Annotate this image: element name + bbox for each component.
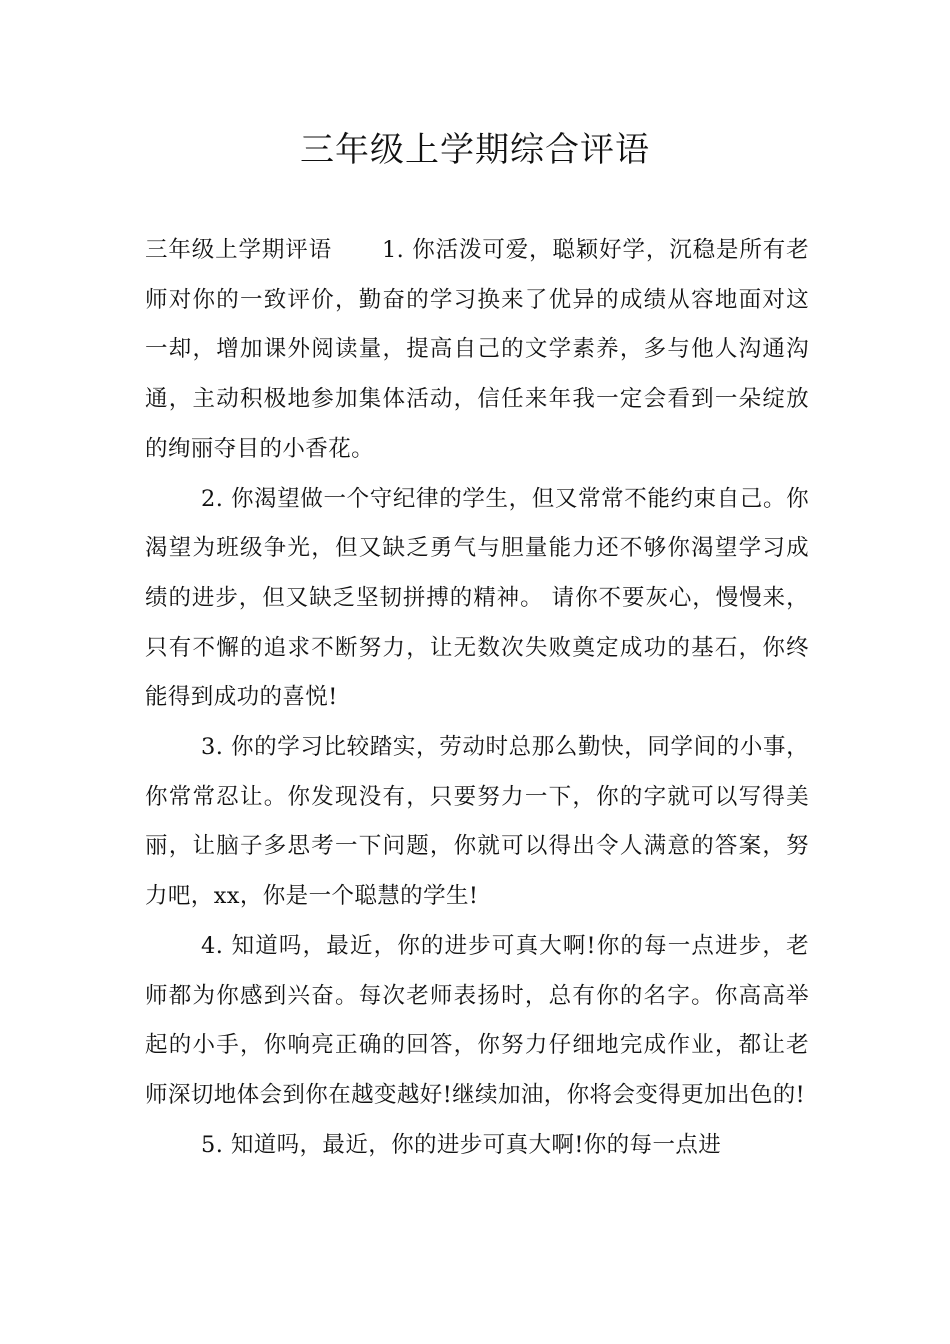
paragraph-4: 4. 知道吗，最近，你的进步可真大啊!你的每一点进步，老师都为你感到兴奋。每次老师表扬时，总有你的名字。你高高举起的小手，你响亮正确的回答，你努力仔细地完成作业，都让老师深切地体会到你在越变越好!继续加油，你将会变得更加出色的! xyxy=(145,932,809,1108)
paragraph-1 xyxy=(145,226,809,475)
paragraph-1-text: 1. 你活泼可爱，聪颖好学，沉稳是所有老师对你的一致评价，勤奋的学习换来了优异的成绩从容地面对这一却，增加课外阅读量，提高自己的文学素养，多与他人沟通沟通，主动积极地参加集体活动，信任来年我一定会看到一朵绽放的绚丽夺目的小香花。 xyxy=(145,237,809,462)
intro-label: 三年级上学期评语 xyxy=(145,237,332,263)
paragraph-2: 2. 你渴望做一个守纪律的学生，但又常常不能约束自己。你渴望为班级争光，但又缺乏勇气与胆量能力还不够你渴望学习成绩的进步，但又缺乏坚韧拼搏的精神。 请你不要灰心，慢慢来，只有不懈的追求不断努力，让无数次失败奠定成功的基石，你终能得到成功的喜悦! xyxy=(145,485,809,711)
paragraph-5: 5. 知道吗，最近，你的进步可真大啊!你的每一点进 xyxy=(201,1131,722,1158)
page-title: 三年级上学期综合评语 xyxy=(300,130,650,170)
paragraph-3: 3. 你的学习比较踏实，劳动时总那么勤快，同学间的小事，你常常忍让。你发现没有，只要努力一下，你的字就可以写得美丽，让脑子多思考一下问题，你就可以得出令人满意的答案，努力吧，xx，你是一个聪慧的学生! xyxy=(145,734,809,910)
document-body xyxy=(145,226,809,1170)
